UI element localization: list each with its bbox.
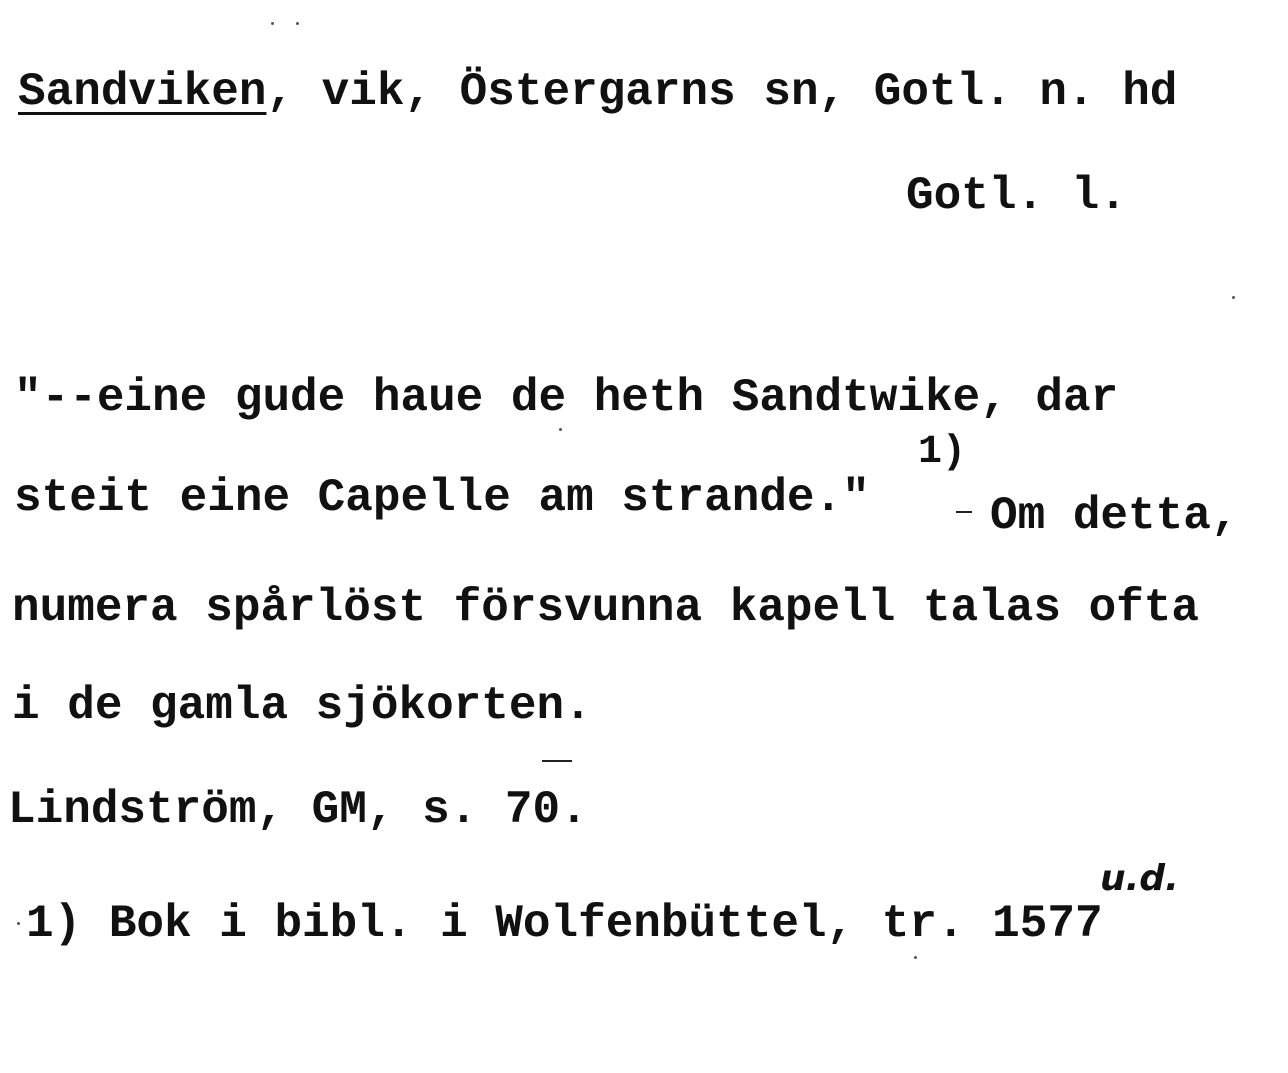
headword: Sandviken	[18, 66, 267, 118]
speck	[17, 922, 20, 925]
short-rule	[542, 760, 572, 762]
speck	[296, 22, 299, 25]
source-reference: Lindström, GM, s. 70.	[8, 784, 588, 836]
speck	[1232, 296, 1235, 299]
separator-dash	[956, 511, 972, 513]
header-rest: , vik, Östergarns sn, Gotl. n. hd	[266, 66, 1178, 118]
quote-line-2: steit eine Capelle am strande."	[14, 472, 870, 524]
region-label: Gotl. l.	[906, 170, 1127, 222]
body-line-4: i de gamla sjökorten.	[12, 680, 592, 732]
body-line-3: numera spårlöst försvunna kapell talas ofta	[12, 582, 1199, 634]
footnote-reference: 1)	[918, 430, 967, 475]
speck	[559, 428, 562, 431]
header-line	[18, 66, 1177, 118]
handwritten-note: u.d.	[1100, 858, 1179, 899]
speck	[271, 22, 274, 25]
line-2-rest: Om detta,	[990, 490, 1239, 542]
footnote-text: 1) Bok i bibl. i Wolfenbüttel, tr. 1577	[26, 898, 1103, 950]
quote-line-1: "--eine gude haue de heth Sandtwike, dar	[14, 372, 1119, 424]
speck	[914, 956, 917, 959]
